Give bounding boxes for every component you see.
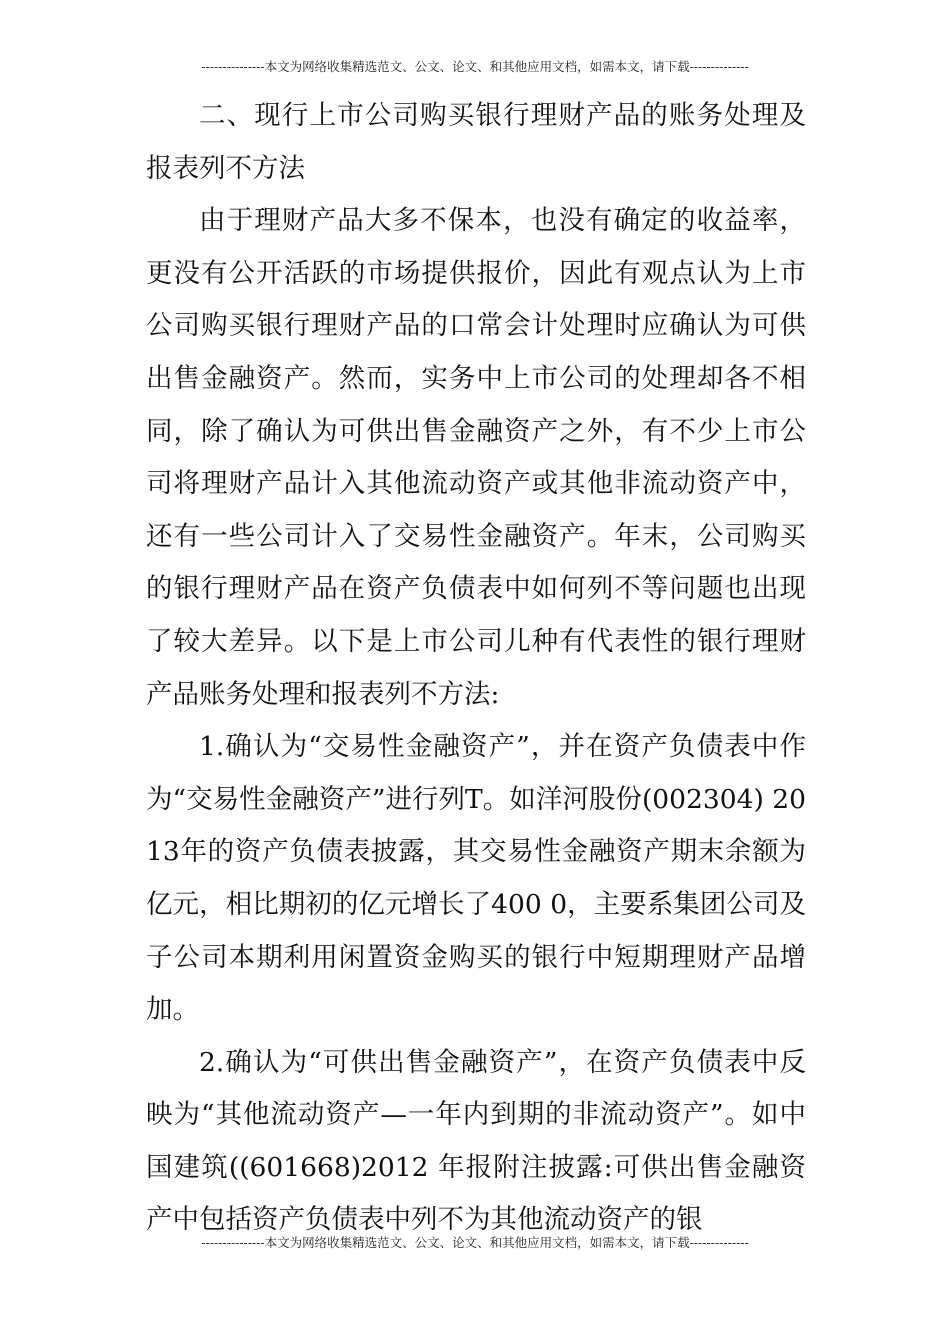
page-header-notice: ---------------本文为网络收集精选范文、公文、论文、和其他应用文档，如需本文，请下载-------------- bbox=[201, 59, 749, 74]
section-heading-paragraph: 二、现行上市公司购买银行理财产品的账务处理及报表列不方法 bbox=[146, 100, 806, 184]
body-paragraph-item-1: 1.确认为“交易性金融资产”，并在资产负债表中作为“交易性金融资产”进行列T。如洋河股份(002304) 2013年的资产负债表披露，其交易性金融资产期末余额为亿元，相比期初的亿元增长了400 0，主要系集团公司及子公司本期利用闲置资金购买的银行中短期理财产品增加。 bbox=[146, 731, 806, 1026]
page-footer-notice: ---------------本文为网络收集精选范文、公文、论文、和其他应用文档，如需本文，请下载-------------- bbox=[201, 1235, 749, 1250]
body-paragraph-item-2: 2.确认为“可供出售金融资产”，在资产负债表中反映为“其他流动资产—一年内到期的非流动资产”。如中国建筑((601668)2012 年报附注披露:可供出售金融资产中包括资产负债表中列不为其他流动资产的银 bbox=[146, 1046, 806, 1236]
document-body bbox=[146, 90, 806, 1247]
body-paragraph-intro: 由于理财产品大多不保本，也没有确定的收益率，更没有公开活跃的市场提供报价，因此有观点认为上市公司购买银行理财产品的口常会计处理时应确认为可供出售金融资产。然而，实务中上市公司的处理却各不相同，除了确认为可供出售金融资产之外，有不少上市公司将理财产品计入其他流动资产或其他非流动资产中，还有一些公司计入了交易性金融资产。年末，公司购买的银行理财产品在资产负债表中如何列不等问题也出现了较大差异。以下是上市公司儿种有代表性的银行理财产品账务处理和报表列不方法: bbox=[146, 205, 806, 710]
